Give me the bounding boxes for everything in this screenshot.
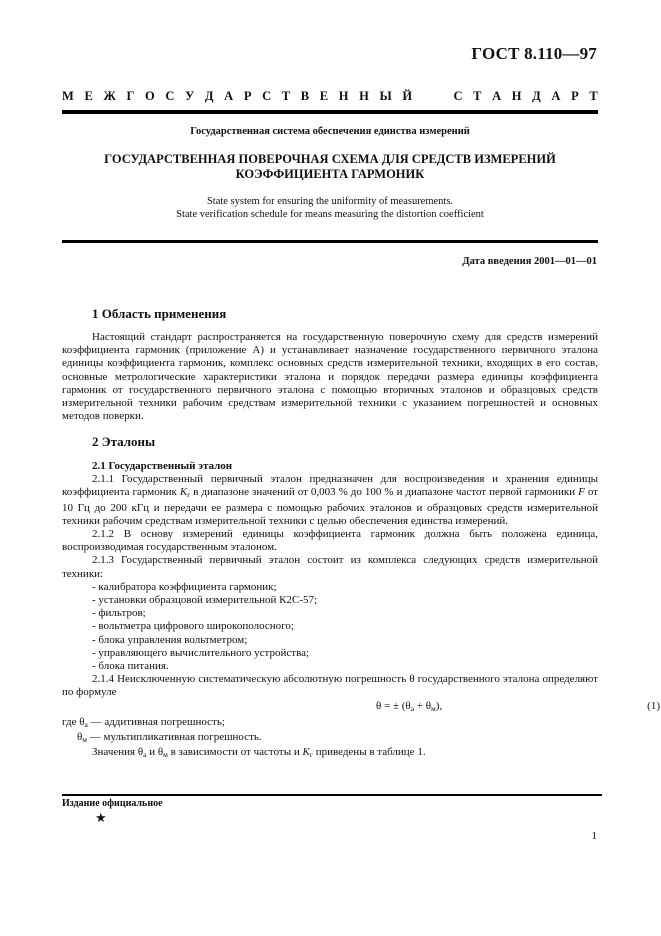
scope-paragraph: Настоящий стандарт распространяется на государственную поверочную схему для средств измерений коэффициента гармоник (приложение А) и устанавливает назначение государственного первичного эталона единицы коэффициента гармоник, комплекс основных средств измерительной техники, входящих в его состав, основные метрологические характеристики эталона и порядок передачи размера единицы коэффициента гармоник от государственного первичного эталона с помощью вторичных эталонов и образцовых средств измерительной техники рабочим средствам измерительной техники с указанием погрешностей и основных методов поверки. xyxy=(62,331,598,423)
official-edition-label: Издание официальное xyxy=(62,798,163,809)
subsection-2-1-heading: 2.1 Государственный эталон xyxy=(92,460,233,472)
header-divider xyxy=(62,110,598,114)
paragraph-2-1-2: 2.1.2 В основу измерений единицы коэффициента гармоник должна быть положена единица, воспроизводимая государственным эталоном. xyxy=(62,528,598,554)
formula-expression: θ = ± $(\theta_а + \theta_м)$, xyxy=(376,699,443,713)
star-icon: ★ xyxy=(95,810,107,825)
title-divider xyxy=(62,240,598,243)
english-title xyxy=(62,196,598,221)
page-number: 1 xyxy=(591,830,597,842)
values-reference: Значения $\theta_а$ и $\theta_м$ в зависимости от частоты и $K_г$ приведены в таблице 1. xyxy=(92,746,426,760)
english-title-line-1: State system for ensuring the uniformity of measurements. xyxy=(206,196,454,207)
document-title xyxy=(62,152,598,182)
list-item: - фильтров; xyxy=(92,607,146,620)
where-multiplicative: $\theta_м$ — мультипликативная погрешность. xyxy=(77,730,262,744)
formula-1 xyxy=(124,700,660,716)
english-title-line-2: State verification schedule for means measuring the distortion coefficient xyxy=(176,208,484,220)
section-1-body xyxy=(62,331,598,423)
components-list xyxy=(62,581,598,673)
where-additive: где $\theta_а$ — аддитивная погрешность; xyxy=(62,715,225,729)
list-item: - установки образцовой измерительной К2С-57; xyxy=(92,594,318,607)
list-item: - блока управления вольтметром; xyxy=(92,633,248,646)
paragraph-2-1-4: 2.1.4 Неисключенную систематическую абсолютную погрешность θ государственного эталона определяют по формуле xyxy=(62,673,598,699)
section-2-heading: 2 Эталоны xyxy=(92,434,156,449)
section-2-body xyxy=(62,460,660,761)
list-item: - калибратора коэффициента гармоник; xyxy=(92,580,277,593)
section-1-heading: 1 Область применения xyxy=(92,306,227,321)
system-title: Государственная система обеспечения единства измерений xyxy=(190,126,470,137)
paragraph-2-1-1: 2.1.1 Государственный первичный эталон предназначен для воспроизведения и хранения единицы коэффициента гармоник $K_г$ в диапазоне значений от 0,003 % до 100 % и диапазоне частот первой гармоники F от 10 Гц до 200 кГц и передачи ее размера с помощью рабочих эталонов и образцовых средств измерительной техники рабочим средствам измерительной техники с целью обеспечения единства измерений. xyxy=(62,473,598,527)
standard-type-heading: М Е Ж Г О С У Д А Р С Т В Е Н Н Ы Й С Т А Н Д А Р Т xyxy=(62,89,598,103)
paragraph-2-1-3: 2.1.3 Государственный первичный эталон состоит из комплекса следующих средств измерительной техники: xyxy=(62,554,598,580)
list-item: - управляющего вычислительного устройства; xyxy=(92,646,310,659)
title-line-2: КОЭФФИЦИЕНТА ГАРМОНИК xyxy=(235,167,425,181)
title-line-1: ГОСУДАРСТВЕННАЯ ПОВЕРОЧНАЯ СХЕМА ДЛЯ СРЕДСТВ ИЗМЕРЕНИЙ xyxy=(104,152,556,166)
effective-date: Дата введения 2001—01—01 xyxy=(462,256,597,267)
footer-divider xyxy=(62,794,602,796)
document-code: ГОСТ 8.110—97 xyxy=(471,44,597,63)
formula-number: (1) xyxy=(647,699,660,712)
list-item: - блока питания. xyxy=(92,660,169,673)
list-item: - вольтметра цифрового широкополосного; xyxy=(92,620,294,633)
